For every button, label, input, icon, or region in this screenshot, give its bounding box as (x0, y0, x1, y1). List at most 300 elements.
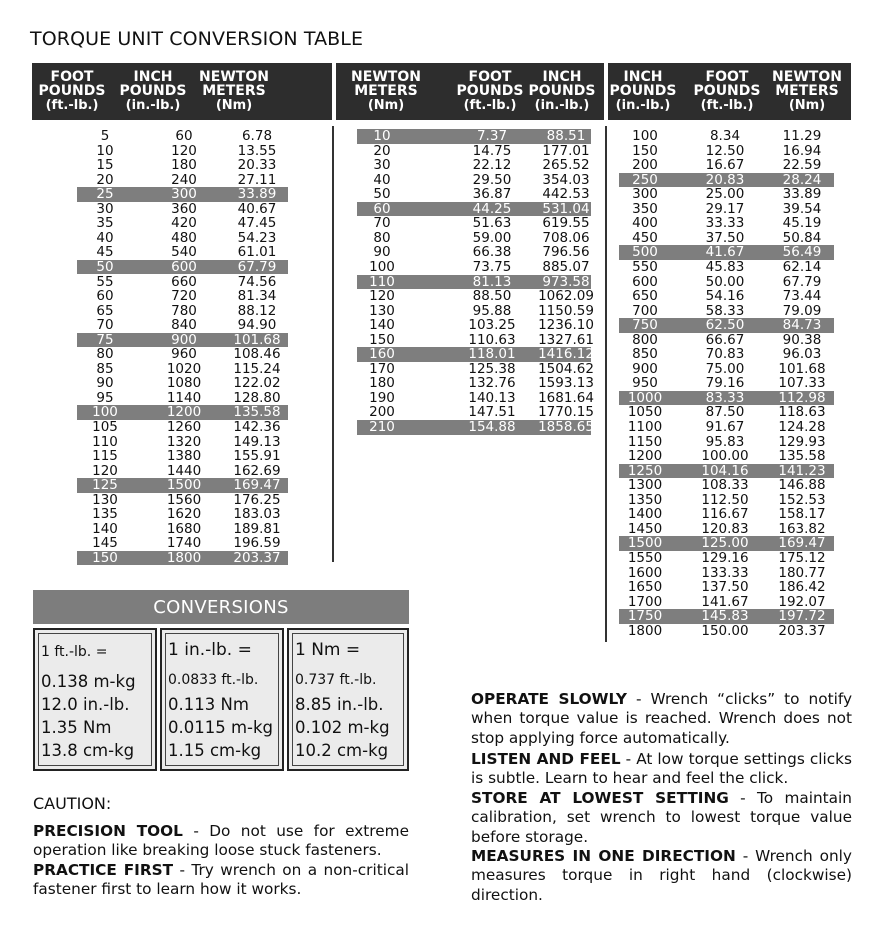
table-row (619, 216, 834, 231)
table-cell: 796.56 (542, 244, 590, 261)
table-cell: 141.67 (701, 593, 749, 610)
table-cell: 360 (171, 200, 197, 217)
table-cell: 101.68 (233, 331, 281, 348)
table-cell: 90.38 (782, 331, 822, 348)
table-cell: 67.79 (237, 258, 277, 275)
table-row (357, 360, 594, 377)
table-row (357, 302, 594, 319)
table-cell: 66.38 (472, 244, 512, 261)
table2-header-col3: INCH POUNDS (in.-lb.) (528, 68, 596, 113)
table-row (619, 362, 834, 377)
table-cell: 129.16 (701, 549, 749, 566)
table3-header (608, 63, 851, 120)
table-row (619, 202, 834, 217)
table-cell: 125.00 (701, 535, 749, 552)
table-cell: 1858.65 (538, 419, 594, 435)
divider-line (332, 126, 334, 562)
table-cell: 7.37 (476, 128, 508, 144)
table2-header (336, 63, 604, 120)
table-cell: 1770.15 (538, 404, 594, 421)
table-cell: 354.03 (542, 171, 590, 188)
table-cell: 540 (171, 244, 197, 261)
table-row (619, 376, 834, 391)
table-cell: 60 (96, 288, 114, 305)
table-cell: 55 (96, 273, 114, 290)
table-cell: 141.23 (778, 462, 826, 479)
table-row (619, 536, 834, 551)
table-cell: 124.28 (778, 419, 826, 435)
table-cell: 75 (96, 331, 114, 348)
tip-store-at-lowest-setting (471, 789, 852, 847)
tip-heading: MEASURES IN ONE DIRECTION (471, 847, 736, 865)
table-cell: 150 (92, 549, 118, 566)
conversion-box-in-lb (160, 628, 284, 771)
conversion-value: 12.0 in.-lb. (41, 695, 130, 714)
table-cell: 108.46 (233, 346, 281, 363)
table-cell: 58.33 (705, 302, 745, 319)
table-cell: 169.47 (233, 477, 281, 494)
table-cell: 480 (171, 229, 197, 246)
table-cell: 147.51 (468, 404, 516, 421)
table-cell: 1680 (166, 520, 202, 537)
table-cell: 13.55 (237, 142, 277, 159)
table-cell: 110 (92, 433, 118, 450)
table-cell: 45.19 (782, 215, 822, 232)
table-cell: 22.59 (782, 157, 822, 174)
conversion-value: 0.0115 m-kg (168, 718, 274, 737)
table-cell: 54.23 (237, 229, 277, 246)
table-cell: 180 (369, 375, 395, 392)
table-cell: 200 (632, 157, 658, 174)
table-row (619, 231, 834, 246)
table-cell: 101.68 (778, 360, 826, 377)
table-cell: 28.24 (782, 171, 822, 188)
table-cell: 1080 (166, 375, 202, 392)
table-cell: 973.58 (542, 273, 590, 290)
table-cell: 15 (96, 157, 114, 174)
table-row (77, 493, 288, 508)
table-cell: 800 (632, 331, 658, 348)
table-row (77, 347, 288, 362)
table-row (357, 231, 591, 246)
table-cell: 50.00 (705, 273, 745, 290)
caution-label: CAUTION: (33, 794, 112, 813)
table-cell: 160 (369, 346, 395, 363)
table-cell: 1500 (627, 535, 663, 552)
table-row (77, 289, 288, 304)
table-cell: 83.33 (705, 389, 745, 406)
table-cell: 135 (92, 506, 118, 523)
table-cell: 62.14 (782, 258, 822, 275)
table-cell: 120 (171, 142, 197, 159)
table-cell: 130 (92, 491, 118, 508)
table-cell: 177.01 (542, 142, 590, 159)
table-row (619, 522, 834, 537)
table-row (357, 375, 594, 392)
table-cell: 180.77 (778, 564, 826, 581)
table-row (77, 158, 288, 173)
table-cell: 900 (632, 360, 658, 377)
table-cell: 105 (92, 419, 118, 435)
table-row (77, 420, 288, 435)
table-row (77, 536, 288, 551)
table-cell: 1750 (627, 608, 663, 625)
conversion-box-head: 1 Nm = (295, 640, 361, 660)
table-cell: 1150 (627, 433, 663, 450)
conversion-value: 0.0833 ft.-lb. (168, 672, 259, 688)
tip-heading: OPERATE SLOWLY (471, 690, 627, 708)
caution-precision-tool (33, 822, 409, 861)
table-cell: 90 (96, 375, 114, 392)
table-row (619, 245, 834, 260)
table-cell: 85 (96, 360, 114, 377)
table-cell: 1260 (166, 419, 202, 435)
table-cell: 88.50 (472, 288, 512, 305)
table-cell: 442.53 (542, 186, 590, 203)
tip-text: - To maintain calibration, set wrench to lowest torque value before storage. (471, 789, 852, 846)
table-cell: 29.50 (472, 171, 512, 188)
tip-text: - Wrench “clicks” to notify when torque value is reached. Wrench does not stop applying force automatically. (471, 690, 853, 747)
table-cell: 1620 (166, 506, 202, 523)
table-cell: 189.81 (233, 520, 281, 537)
table-cell: 203.37 (233, 549, 281, 566)
table-cell: 550 (632, 258, 658, 275)
table-cell: 100 (632, 128, 658, 144)
table-cell: 150 (632, 142, 658, 159)
table-cell: 125 (92, 477, 118, 494)
table-row (619, 158, 834, 173)
conversion-value: 1.35 Nm (41, 718, 112, 737)
table-cell: 708.06 (542, 229, 590, 246)
table-cell: 600 (171, 258, 197, 275)
table-cell: 180 (171, 157, 197, 174)
table-cell: 960 (171, 346, 197, 363)
table-cell: 80 (96, 346, 114, 363)
table-row (619, 609, 834, 624)
conversion-box-ft-lb (33, 628, 157, 771)
table-cell: 120 (92, 462, 118, 479)
table-cell: 250 (632, 171, 658, 188)
table-cell: 619.55 (542, 215, 590, 232)
table1-header-col1: FOOT POUNDS (ft.-lb.) (38, 68, 106, 113)
table-cell: 162.69 (233, 462, 281, 479)
table-row (77, 362, 288, 377)
table-cell: 10 (373, 128, 391, 144)
conversion-box-head: 1 ft.-lb. = (41, 644, 108, 660)
table-cell: 120.83 (701, 520, 749, 537)
table-cell: 95.88 (472, 302, 512, 319)
table-cell: 885.07 (542, 258, 590, 275)
table-cell: 420 (171, 215, 197, 232)
table-cell: 100.00 (701, 448, 749, 465)
tip-measures-in-one-direction (471, 847, 852, 905)
table-cell: 1550 (627, 549, 663, 566)
table-row (77, 551, 288, 566)
table-cell: 37.50 (705, 229, 745, 246)
table-cell: 70 (96, 317, 114, 334)
caution-item-heading: PRACTICE FIRST (33, 861, 174, 879)
conversion-value: 1.15 cm-kg (168, 741, 262, 760)
table-cell: 135.58 (778, 448, 826, 465)
table-cell: 1400 (627, 506, 663, 523)
table-row (619, 405, 834, 420)
table-cell: 74.56 (237, 273, 277, 290)
table-cell: 129.93 (778, 433, 826, 450)
table-cell: 1800 (166, 549, 202, 566)
table-cell: 25 (96, 186, 114, 203)
table-cell: 45.83 (705, 258, 745, 275)
table-cell: 137.50 (701, 579, 749, 596)
table-cell: 1416.12 (538, 346, 594, 363)
conversion-value: 13.8 cm-kg (41, 741, 135, 760)
table-cell: 1300 (627, 477, 663, 494)
table1-header-col2: INCH POUNDS (in.-lb.) (119, 68, 187, 113)
table-cell: 192.07 (778, 593, 826, 610)
table-cell: 1140 (166, 389, 202, 406)
table-cell: 1650 (627, 579, 663, 596)
table-cell: 39.54 (782, 200, 822, 217)
table-cell: 720 (171, 288, 197, 305)
table-row (357, 202, 591, 217)
table-cell: 20 (96, 171, 114, 188)
table-cell: 1050 (627, 404, 663, 421)
table-cell: 240 (171, 171, 197, 188)
table-cell: 35 (96, 215, 114, 232)
table-cell: 650 (632, 288, 658, 305)
table-cell: 142.36 (233, 419, 281, 435)
table-cell: 300 (171, 186, 197, 203)
table-cell: 450 (632, 229, 658, 246)
table-cell: 66.67 (705, 331, 745, 348)
table-cell: 1504.62 (538, 360, 594, 377)
table-cell: 1560 (166, 491, 202, 508)
table-cell: 122.02 (233, 375, 281, 392)
table-cell: 107.33 (778, 375, 826, 392)
table-cell: 110 (369, 273, 395, 290)
table-row (619, 260, 834, 275)
table-row (619, 275, 834, 290)
table-row (619, 391, 834, 406)
table-cell: 40 (96, 229, 114, 246)
table-cell: 190 (369, 389, 395, 406)
table-cell: 203.37 (778, 622, 826, 639)
table-cell: 840 (171, 317, 197, 334)
table-row (357, 187, 591, 202)
table-row (357, 404, 594, 421)
table-cell: 176.25 (233, 491, 281, 508)
table-row (357, 419, 594, 435)
conversion-value: 0.138 m-kg (41, 672, 136, 691)
table-cell: 81.13 (472, 273, 512, 290)
table-row (619, 144, 834, 159)
table-row (357, 129, 591, 144)
table-cell: 350 (632, 200, 658, 217)
table-cell: 110.63 (468, 331, 516, 348)
table-row (77, 391, 288, 406)
table-cell: 50.84 (782, 229, 822, 246)
table-cell: 84.73 (782, 317, 822, 334)
conversion-value: 0.113 Nm (168, 695, 249, 714)
table-cell: 750 (632, 317, 658, 334)
table-cell: 130 (369, 302, 395, 319)
table-row (77, 173, 288, 188)
table-cell: 73.75 (472, 258, 512, 275)
table-cell: 1380 (166, 448, 202, 465)
table-cell: 62.50 (705, 317, 745, 334)
tip-operate-slowly (471, 690, 852, 748)
table-cell: 100 (92, 404, 118, 421)
table-cell: 196.59 (233, 535, 281, 552)
conversion-box-head: 1 in.-lb. = (168, 640, 252, 660)
table-cell: 125.38 (468, 360, 516, 377)
table-row (619, 493, 834, 508)
table3-header-col3: NEWTON METERS (Nm) (772, 68, 842, 113)
table-cell: 154.88 (468, 419, 516, 435)
table-cell: 780 (171, 302, 197, 319)
table-row (357, 275, 591, 290)
table-cell: 61.01 (237, 244, 277, 261)
table3-header-col2: FOOT POUNDS (ft.-lb.) (693, 68, 761, 113)
conversions-title-bar: CONVERSIONS (33, 590, 409, 624)
table-cell: 33.89 (782, 186, 822, 203)
table-row (357, 260, 591, 275)
table-row (619, 289, 834, 304)
table-cell: 36.87 (472, 186, 512, 203)
table-cell: 265.52 (542, 157, 590, 174)
table-row (77, 304, 288, 319)
table-cell: 175.12 (778, 549, 826, 566)
table-row (77, 260, 288, 275)
table-row (619, 507, 834, 522)
table-cell: 183.03 (233, 506, 281, 523)
table-cell: 135.58 (233, 404, 281, 421)
table-cell: 103.25 (468, 317, 516, 334)
table-cell: 1681.64 (538, 389, 594, 406)
table-cell: 10 (96, 142, 114, 159)
conversion-value: 10.2 cm-kg (295, 741, 389, 760)
table-cell: 170 (369, 360, 395, 377)
table-row (77, 435, 288, 450)
conversion-box-nm (287, 628, 409, 771)
table-cell: 300 (632, 186, 658, 203)
table-cell: 118.01 (468, 346, 516, 363)
table-cell: 14.75 (472, 142, 512, 159)
table-cell: 1700 (627, 593, 663, 610)
table-row (77, 275, 288, 290)
table-row (619, 478, 834, 493)
table-row (77, 464, 288, 479)
table-cell: 11.29 (782, 128, 822, 144)
table-cell: 47.45 (237, 215, 277, 232)
table-cell: 6.78 (241, 128, 273, 144)
caution-item-heading: PRECISION TOOL (33, 822, 183, 840)
table-cell: 1740 (166, 535, 202, 552)
table-row (357, 317, 594, 334)
table-row (619, 318, 834, 333)
table-row (357, 245, 591, 260)
table-cell: 116.67 (701, 506, 749, 523)
table-cell: 1600 (627, 564, 663, 581)
table-cell: 1000 (627, 389, 663, 406)
table-cell: 73.44 (782, 288, 822, 305)
table-cell: 12.50 (705, 142, 745, 159)
table-cell: 90 (373, 244, 391, 261)
table-row (619, 566, 834, 581)
table-row (357, 173, 591, 188)
table-row (619, 304, 834, 319)
table-cell: 91.67 (705, 419, 745, 435)
table-cell: 75.00 (705, 360, 745, 377)
table-cell: 850 (632, 346, 658, 363)
table-cell: 1500 (166, 477, 202, 494)
table-cell: 146.88 (778, 477, 826, 494)
table-cell: 118.63 (778, 404, 826, 421)
table-cell: 140 (369, 317, 395, 334)
table-row (619, 624, 834, 639)
table-cell: 133.33 (701, 564, 749, 581)
table-row (357, 331, 594, 348)
table2-header-col1: NEWTON METERS (Nm) (351, 68, 421, 113)
page-title: TORQUE UNIT CONVERSION TABLE (30, 28, 364, 50)
table-row (619, 595, 834, 610)
table-cell: 104.16 (701, 462, 749, 479)
table-cell: 27.11 (237, 171, 277, 188)
table-row (77, 376, 288, 391)
caution-item-text: - Do not use for extreme operation like breaking loose stuck fasteners. (33, 822, 409, 860)
table-cell: 59.00 (472, 229, 512, 246)
table-cell: 16.94 (782, 142, 822, 159)
table-cell: 40.67 (237, 200, 277, 217)
table-cell: 30 (96, 200, 114, 217)
tip-heading: LISTEN AND FEEL (471, 750, 621, 768)
table-cell: 1350 (627, 491, 663, 508)
table2-header-col2: FOOT POUNDS (ft.-lb.) (456, 68, 524, 113)
caution-practice-first (33, 861, 409, 900)
table-cell: 95 (96, 389, 114, 406)
table-cell: 1593.13 (538, 375, 594, 392)
table-cell: 1062.09 (538, 288, 594, 305)
table-cell: 1327.61 (538, 331, 594, 348)
table-cell: 16.67 (705, 157, 745, 174)
table-row (619, 580, 834, 595)
table-cell: 54.16 (705, 288, 745, 305)
divider-line (605, 126, 607, 642)
table-row (619, 420, 834, 435)
table-row (619, 333, 834, 348)
table-cell: 20 (373, 142, 391, 159)
table-cell: 112.98 (778, 389, 826, 406)
table-cell: 70.83 (705, 346, 745, 363)
table-row (357, 346, 594, 363)
table-cell: 531.04 (542, 200, 590, 217)
table-cell: 87.50 (705, 404, 745, 421)
table-row (77, 405, 288, 420)
table1-header (32, 63, 332, 120)
table-cell: 700 (632, 302, 658, 319)
table-cell: 145 (92, 535, 118, 552)
table-row (619, 551, 834, 566)
table-cell: 33.33 (705, 215, 745, 232)
tip-text: - Wrench only measures torque in right hand (clockwise) direction. (471, 847, 852, 904)
table-row (77, 478, 288, 493)
table-row (77, 144, 288, 159)
table-cell: 145.83 (701, 608, 749, 625)
table-cell: 29.17 (705, 200, 745, 217)
table1-header-col3: NEWTON METERS (Nm) (199, 68, 269, 113)
table-row (357, 158, 591, 173)
table-cell: 88.51 (546, 128, 586, 144)
table-cell: 20.83 (705, 171, 745, 188)
